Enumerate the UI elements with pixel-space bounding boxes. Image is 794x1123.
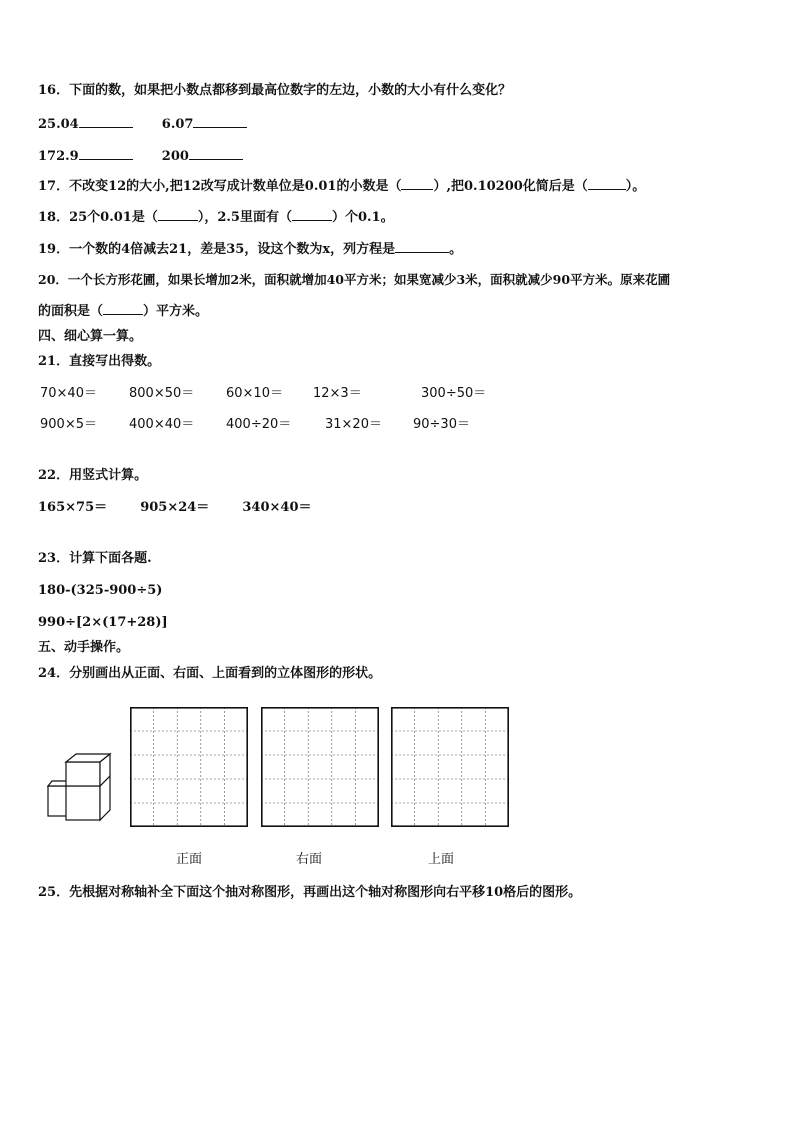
grid-border [262, 708, 378, 826]
q23-item-2: 990÷[2×(17+28)] [38, 615, 168, 630]
answer-blank[interactable] [79, 114, 133, 128]
cube-front-face [66, 762, 100, 786]
grid-top-view[interactable] [391, 707, 509, 827]
q23-item-1: 180-(325-900÷5) [38, 583, 163, 598]
question-23-title: 23．计算下面各题. [38, 551, 152, 566]
cube-front-face [48, 786, 68, 816]
calc-item: 400÷20＝ [226, 417, 292, 432]
answer-blank[interactable] [395, 239, 449, 253]
grid-front-view[interactable] [130, 707, 248, 827]
question-18 [38, 207, 394, 227]
question-25-title: 25．先根据对称轴补全下面这个抽对称图形，再画出这个轴对称图形向右平移10格后的图形。 [38, 885, 582, 900]
calc-item: 60×10＝ [226, 386, 283, 401]
calc-item: 800×50＝ [129, 386, 195, 401]
q16-item-3: 172.9 [38, 149, 79, 164]
grid-border [392, 708, 508, 826]
grid-border [131, 708, 247, 826]
q17-part-c: ）。 [625, 179, 646, 194]
grid-right-view[interactable] [261, 707, 379, 827]
q19-part-b: 。 [449, 242, 463, 257]
question-20 [38, 271, 670, 289]
q16-item-4: 200 [161, 149, 189, 164]
answer-blank[interactable] [158, 207, 198, 221]
grid-lines [130, 707, 248, 827]
q18-part-a: 18．25个0.01是（ [38, 210, 158, 225]
q16-row-1 [38, 114, 247, 134]
q20-part-a: 的面积是（ [38, 304, 104, 319]
calc-item: 300÷50＝ [421, 386, 487, 401]
q16-item-2: 6.07 [161, 117, 194, 132]
q18-part-b: ），2.5里面有（ [197, 210, 292, 225]
question-22-title: 22．用竖式计算。 [38, 468, 148, 483]
q16-item-1: 25.04 [38, 117, 79, 132]
calc-item: 70×40＝ [40, 386, 97, 401]
section-4-heading: 四、细心算一算。 [38, 329, 143, 344]
question-19 [38, 239, 462, 259]
grid-lines [261, 707, 379, 827]
answer-blank[interactable] [189, 146, 243, 160]
calc-item: 400×40＝ [129, 417, 195, 432]
calc-item: 90÷30＝ [413, 417, 470, 432]
answer-blank[interactable] [292, 207, 332, 221]
question-17 [38, 176, 645, 196]
answer-blank[interactable] [588, 176, 626, 190]
question-21-title: 21．直接写出得数。 [38, 354, 161, 369]
calc-item: 31×20＝ [325, 417, 382, 432]
q16-row-2 [38, 146, 243, 166]
question-16-text: 16．下面的数，如果把小数点都移到最高位数字的左边，小数的大小有什么变化？ [38, 83, 512, 98]
vertical-calc-item: 165×75＝ [38, 500, 108, 515]
q20-line-1: 20．一个长方形花圃，如果长增加2米，面积就增加40平方米；如果宽减少3米，面积就减少90平方米。原来花圃 [38, 272, 671, 287]
question-16 [38, 82, 511, 100]
answer-blank[interactable] [193, 114, 247, 128]
label-top-view: 上面 [428, 852, 455, 867]
q20-part-b: ）平方米。 [143, 304, 209, 319]
answer-blank[interactable] [79, 146, 133, 160]
answer-blank[interactable] [401, 176, 433, 190]
question-20-cont [38, 301, 208, 321]
vertical-calc-item: 340×40＝ [242, 500, 312, 515]
q17-part-b: ）,把0.10200化简后是（ [433, 179, 588, 194]
label-right-view: 右面 [296, 852, 323, 867]
label-front-view: 正面 [176, 852, 203, 867]
grid-lines [391, 707, 509, 827]
q18-part-c: ）个0.1。 [331, 210, 394, 225]
answer-blank[interactable] [103, 301, 143, 315]
vertical-calc-item: 905×24＝ [140, 500, 210, 515]
question-22-items [38, 499, 312, 517]
question-24-title: 24．分别画出从正面、右面、上面看到的立体图形的形状。 [38, 666, 382, 681]
section-5-heading: 五、动手操作。 [38, 640, 130, 655]
calc-item: 12×3＝ [313, 386, 362, 401]
q17-part-a: 17．不改变12的大小,把12改写成计数单位是0.01的小数是（ [38, 179, 402, 194]
cube-figure [44, 752, 124, 824]
calc-item: 900×5＝ [40, 417, 97, 432]
cube-front-face [66, 786, 100, 820]
q19-part-a: 19．一个数的4倍减去21，差是35，设这个数为x，列方程是 [38, 242, 396, 257]
